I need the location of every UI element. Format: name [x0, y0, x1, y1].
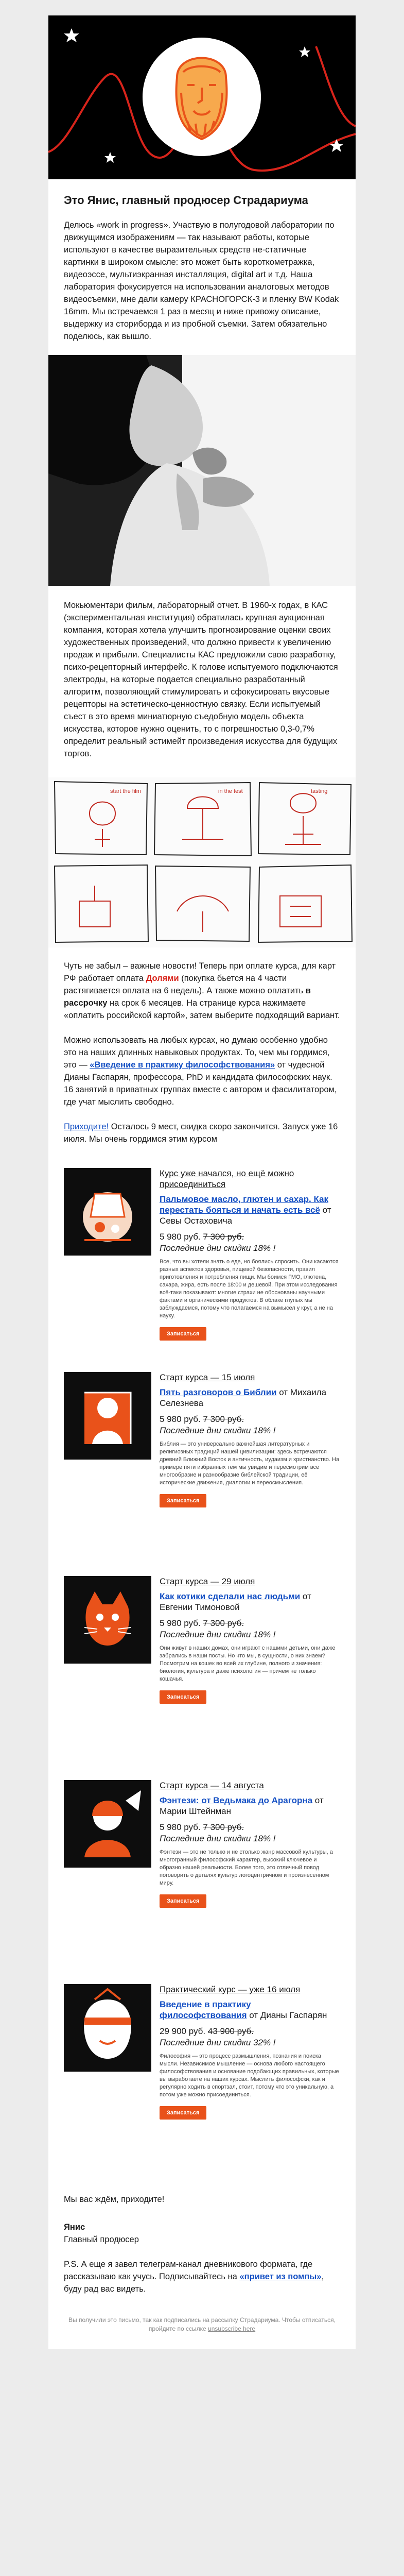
- course-title-link[interactable]: Пять разговоров о Библии: [160, 1387, 277, 1397]
- course-author: Марии Штейнман: [160, 1806, 232, 1816]
- course-price: [160, 1231, 340, 1243]
- price-new: 5 980 руб.: [160, 1618, 201, 1628]
- course-card: [48, 1984, 356, 2188]
- course-status: Старт курса — 15 июля: [160, 1372, 255, 1382]
- discount-note: Последние дни скидки 18% !: [160, 1243, 276, 1253]
- price-old: 7 300 руб.: [203, 1618, 244, 1628]
- test-shoot-photo: [48, 355, 356, 586]
- hero-illustration: [48, 15, 356, 179]
- storyboard-caption-2: in the test: [218, 788, 243, 794]
- signature-name: Янис: [64, 2223, 85, 2232]
- installment-highlight: в рассрочку: [64, 986, 311, 1008]
- price-new: 5 980 руб.: [160, 1822, 201, 1832]
- course-price: [160, 1822, 340, 1833]
- course-title-line: Как котики сделали нас людьми от Евгении Тимоновой: [160, 1591, 311, 1612]
- dolyami-highlight: Долями: [146, 974, 179, 983]
- course-author: Севы Остаховича: [160, 1216, 233, 1226]
- telegram-channel-link[interactable]: «привет из помпы»: [239, 2272, 322, 2281]
- course-title-link[interactable]: Как котики сделали нас людьми: [160, 1591, 301, 1601]
- project-description: Мокьюментари фильм, лабораторный отчет. В 1960-х годах, в КАС (экспериментальная институция) обратилась крупная аукционная компания, которая хотела улучшить прогнозирование оценки своих художественных произведений, что должно привести к увеличению продаж и прибыли. Специалисты КАС предложили свою разработку, психо-рецепторный интерфейс. К голове испытуемого подключаются электроды, на которые подается специально разработанный алгоритм, позволяющий стимулировать и сфокусировать вкусовые рецепторы на эстетическо-ценностную связку. Если испытуемый съест в это время миниатюрную съедобную модель объекта искусства, которое нужно оценить, то с погрешностью 0,3-0,7% определит реальный эстимейт произведения искусства для будущих торгов.: [64, 601, 338, 758]
- course-title-line: Пять разговоров о Библии от Михаила Селезнева: [160, 1387, 327, 1408]
- course-price: [160, 1618, 340, 1629]
- storyboard-image: [48, 777, 356, 947]
- philosophy-course-link[interactable]: «Введение в практику философствования»: [90, 1060, 275, 1070]
- enroll-button[interactable]: Записаться: [160, 2106, 206, 2120]
- enroll-button[interactable]: Записаться: [160, 1690, 206, 1704]
- enroll-button[interactable]: Записаться: [160, 1327, 206, 1341]
- course-author: Евгении Тимоновой: [160, 1602, 240, 1612]
- price-old: 7 300 руб.: [203, 1414, 244, 1424]
- discount-note: Последние дни скидки 18% !: [160, 1426, 276, 1435]
- course-status: Старт курса — 14 августа: [160, 1781, 264, 1790]
- enroll-button[interactable]: Записаться: [160, 1894, 206, 1908]
- price-old: 43 900 руб.: [207, 2026, 254, 2036]
- course-status: Старт курса — 29 июля: [160, 1577, 255, 1586]
- course-author: Михаила Селезнева: [160, 1387, 327, 1408]
- course-card: [48, 1576, 356, 1780]
- discount-note: Последние дни скидки 18% !: [160, 1630, 276, 1639]
- course-info: [160, 1780, 340, 1908]
- price-new: 29 900 руб.: [160, 2026, 206, 2036]
- course-description: Библия — это универсально важнейшая литературных и религиозных традиций нашей цивилизации: здесь встречаются древний Ближний Восток и античность, иудаизм и христианство. На примере пяти избранных тем мы увидим и пересмотрим все многообразие и разнообразие библейской традиции, её исторические движения, диалогии и переосмысления.: [160, 1441, 340, 1486]
- come-link[interactable]: Приходите!: [64, 1122, 109, 1131]
- course-title-link[interactable]: Введение в практику философствования: [160, 1999, 251, 2020]
- course-description: Все, что вы хотели знать о еде, но боялись спросить. Они касаются разных аспектов здоровья, пищевой безопасности, правил приготовления и потребления пищи. Мы боимся ГМО, глютена, сахара, жира, есть после 18:00 и дешевой. При этом исследования всё-таки показывают: многие страхи не обоснованы научными фактами и органическими продуктов. В облаке глупых мы заблуждаемся, потому что полагаемся на вымысел у круг, а не на науку.: [160, 1259, 339, 1319]
- unsubscribe-link[interactable]: unsubscribe here: [208, 2325, 256, 2332]
- course-title-link[interactable]: Пальмовое масло, глютен и сахар. Как перестать бояться и начать есть всё: [160, 1194, 329, 1215]
- course-card: [48, 1780, 356, 1984]
- course-description: Они живут в наших домах, они играют с нашими детьми, они даже забрались в наши посты. Но что мы, в сущности, о них знаем? Посмотрим на кошек во всей их глубине, полного и значения: биология, культура и даже психология — причем не только кошачья.: [160, 1645, 336, 1682]
- course-pitch: Можно использовать на любых курсах, но думаю особенно удобно это на наших длинных навыковых продуктах. То, чем мы гордимся, это — «Введение в практику философствования» от чудесной Дианы Гаспарян, профессора, PhD и кандидата философских наук. 16 занятий в приватных группах вместе с автором и фасилитатором, где учат мыслить свободно.: [64, 1036, 337, 1107]
- course-price: [160, 2026, 340, 2037]
- course-description: Фэнтези — это не только и не столько жанр массовой культуры, а многогранный философский характер, высокий ключевое и образно нашей реальности. Более того, это отличный повод поговорить о деталях культур логоцентричном и произнесенном миру.: [160, 1849, 333, 1886]
- course-title-line: Пальмовое масло, глютен и сахар. Как перестать бояться и начать есть всё от Севы Остаховича: [160, 1194, 331, 1226]
- course-status: Практический курс — уже 16 июля: [160, 1985, 301, 1994]
- course-list: [48, 1168, 356, 2188]
- course-title-line: Фэнтези: от Ведьмака до Арагорна от Марии Штейнман: [160, 1795, 324, 1816]
- course-card: [48, 1168, 356, 1372]
- cats-thumbnail[interactable]: [64, 1576, 151, 1664]
- payment-news: Чуть не забыл – важные новости! Теперь при оплате курса, для карт РФ работает оплата Долями (покупка бьется на 4 части растягивается оплата на 6 недель). А также можно оплатить в рассрочку на срок 6 месяцев. На странице курса нажимаете «оплатить российской картой», затем выберите подходящий вариант.: [64, 961, 340, 1020]
- intro-paragraph: Делюсь «work in progress». Участвую в полугодовой лаборатории по движущимся изображениям — так называют работы, которые используют в качестве выразительных средств не-статичные картинки в широком смысле: это может быть короткометражка, видеоэссе, мультиэкранная инсталляция, digital art и т.д. Наша лаборатория фокусируется на использовании аналоговых методов видеосъемки, мне дали камеру КРАСНОГОРСК-3 и пленку BW Kodak 16mm. Мы встречаемся 1 раз в месяц и ниже привожу описание, выдержку из сториборда и из пробной съемки. Затем обязательно поделюсь, как вышло.: [64, 221, 339, 341]
- food-fear-thumbnail[interactable]: [64, 1168, 151, 1256]
- storyboard-caption-1: start the film: [110, 788, 141, 794]
- course-title-link[interactable]: Фэнтези: от Ведьмака до Арагорна: [160, 1795, 313, 1805]
- signature-role: Главный продюсер: [64, 2235, 139, 2244]
- ps-paragraph: P.S. А еще я завел телеграм-канал дневникового формата, где рассказываю как учусь. Подписывайтесь на «привет из помпы», буду рад вас видеть.: [64, 2260, 324, 2294]
- course-info: [160, 1168, 340, 1341]
- footer: Вы получили это письмо, так как подписались на рассылку Страдариума. Чтобы отписаться, пройдите по ссылке unsubscribe here: [68, 2316, 336, 2332]
- price-old: 7 300 руб.: [203, 1822, 244, 1832]
- hero-banner: [48, 15, 356, 179]
- price-old: 7 300 руб.: [203, 1232, 244, 1242]
- welcome-text: Мы вас ждём, приходите!: [64, 2195, 165, 2204]
- bible-talks-thumbnail[interactable]: [64, 1372, 151, 1460]
- email-sheet: [48, 15, 356, 2349]
- email-title: Это Янис, главный продюсер Страдариума: [64, 194, 308, 207]
- course-description: Философия — это процесс размышления, познания и поиска мысли. Независимое мышление — основа любого настоящего философствования и основание подобающих правильных, которые вы выработаете на наших курсах. Мыслить философски, как и регулярно ходить в спортзал, стоит, потому что это уникальную, а потом уже можно присоединиться.: [160, 2053, 339, 2098]
- course-info: [160, 1984, 340, 2120]
- philosophy-thumbnail[interactable]: [64, 1984, 151, 2072]
- price-new: 5 980 руб.: [160, 1232, 201, 1242]
- enroll-button[interactable]: Записаться: [160, 1494, 206, 1507]
- come-paragraph: Приходите! Осталось 9 мест, скидка скоро закончится. Запуск уже 16 июля. Мы очень гордимся этим курсом: [64, 1122, 338, 1144]
- discount-note: Последние дни скидки 32% !: [160, 2038, 276, 2047]
- course-info: [160, 1576, 340, 1704]
- price-new: 5 980 руб.: [160, 1414, 201, 1424]
- storyboard-caption-3: tasting: [311, 788, 328, 794]
- course-author: Дианы Гаспарян: [260, 2010, 327, 2020]
- fantasy-thumbnail[interactable]: [64, 1780, 151, 1868]
- course-card: [48, 1372, 356, 1576]
- course-title-line: Введение в практику философствования от Дианы Гаспарян: [160, 1999, 327, 2020]
- course-status: Курс уже начался, но ещё можно присоединиться: [160, 1168, 294, 1189]
- discount-note: Последние дни скидки 18% !: [160, 1834, 276, 1843]
- course-info: [160, 1372, 340, 1507]
- course-price: [160, 1414, 340, 1425]
